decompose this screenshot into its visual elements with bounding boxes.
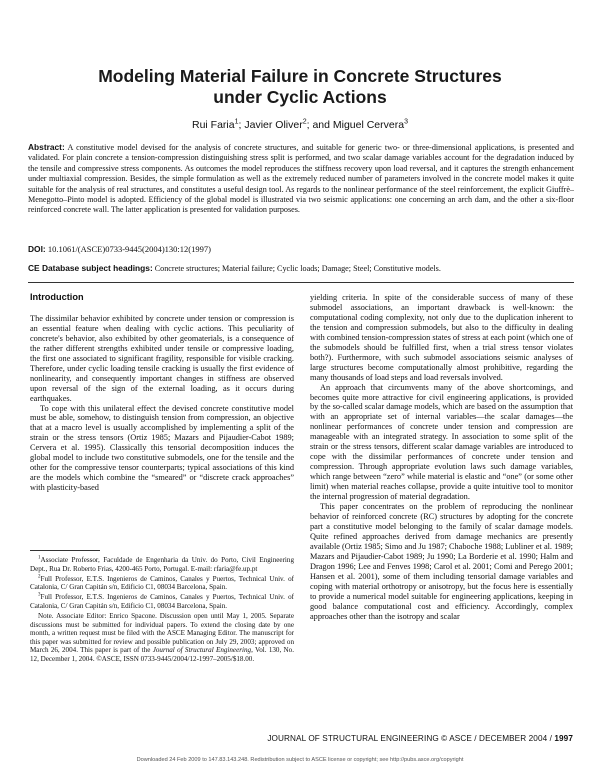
title-line-1: Modeling Material Failure in Concrete Structures xyxy=(98,66,502,86)
journal-footer xyxy=(267,734,573,743)
subject-headings-label: CE Database subject headings: xyxy=(28,263,153,273)
title-line-2: under Cyclic Actions xyxy=(213,87,387,107)
author-list xyxy=(40,119,560,131)
subject-headings xyxy=(28,263,574,273)
footnotes xyxy=(30,556,294,665)
author-3: ; and Miguel Cervera xyxy=(306,119,405,131)
author-1: Rui Faria xyxy=(192,119,235,131)
doi-label: DOI: xyxy=(28,244,46,254)
doi-value[interactable]: 10.1061/(ASCE)0733-9445(2004)130:12(1997) xyxy=(45,244,211,254)
editorial-note xyxy=(30,612,294,664)
author-3-sup: 3 xyxy=(404,118,408,126)
note-journal-name: Journal of Structural Engineering xyxy=(152,646,252,655)
footnote-3-text: Full Professor, E.T.S. Ingenieros de Caminos, Canales y Puertos, Technical Univ. of Catalonia, C/ Gran Capitán s/n, Edificio C1, 08034 Barcelona, Spain. xyxy=(30,593,294,610)
footnote-2 xyxy=(30,575,294,592)
paragraph: The dissimilar behavior exhibited by concrete under tension or compression is an essential feature when dealing with cyclic actions. This peculiarity of concrete's behavior, also exhibited by other geomaterials, is a consequence of the rather different strengths exhibited under tensile or compressive loading, the first one associated to significant fragility, responsible for visible cracking. Therefore, under cyclic loading tensile cracking is usually the first evidence of nonlinearity, and consequently important changes in stiffness are observed upon reversal of the sign of the external loading, as it occurs during earthquakes. xyxy=(30,313,294,403)
author-2: ; Javier Oliver xyxy=(238,119,303,131)
left-column xyxy=(30,293,294,493)
footnote-1 xyxy=(30,556,294,573)
footnote-1-mark: 1 xyxy=(38,555,41,561)
author-2-sup: 2 xyxy=(302,118,307,126)
footnote-3-mark: 3 xyxy=(38,593,41,599)
paragraph: An approach that circumvents many of the above shortcomings, and becomes quite more attractive for civil engineering applications, is provided by the so-called scalar damage models, which are based on the assumption that with an appropriate set of internal variables—the scalar damages—the nonlinear performances of concrete under tension and compression are manageable with an integrated strategy. In association to some split of the strain or the stress tensors, different scalar damage variables are introduced to cope with the dissimilar performances of concrete under tension and compression. Through appropriate evolution laws such damage variables, which range between “zero” while material is elastic and “one” (or some other limit) when material reaches collapse, provide a quite intuitive tool to monitor the internal progression of material degradation. xyxy=(310,382,573,502)
abstract-text: A constitutive model devised for the analysis of concrete structures, and suitable for generic two- or three-dimensional applications, is presented and validated. For plain concrete a tension-compression distinguishing stress split is performed, and two scalar damage variables account for the degradation induced by the tensile and compressive stress components. As outcomes the model reproduces the stiffness recovery upon load reversal, and it captures the strength enhancement under multiaxial compression. Besides, the simple formulation as well as the extremely reduced number of parameters involved in the concrete model makes it quite suitable for the analysis of real structures, and constitutes a useful design tool. As regards to the nonlinear performance of the steel reinforcement, the explicit Giuffrè–Menegotto–Pinto model is adopted. Efficiency of the global model is illustrated via two seismic applications: one concerning an arch dam, and the other a six-floor reinforced concrete wall. The latter application is presented for validation purposes. xyxy=(28,143,574,215)
footnote-2-text: Full Professor, E.T.S. Ingenieros de Caminos, Canales y Puertos, Technical Univ. of Catalonia, C/ Gran Capitán s/n, Edificio C1, 08034 Barcelona, Spain. xyxy=(30,574,294,592)
right-column xyxy=(310,293,573,621)
author-1-sup: 1 xyxy=(234,118,239,126)
paragraph: To cope with this unilateral effect the devised concrete constitutive model must be able, somehow, to distinguish tension from compression, an objective that at a macro level is usually accomplished by implementing a split of the strain or the stress tensors (Ortiz 1985; Mazars and Pijaudier-Cabot 1989; Cervera et al. 1995). Classically this tensorial decomposition induces the global model to include two constitutive submodels, one for the tensile and the other for the compressive tensor counterparts; typical associations of this kind are the models which combine the “smeared” or “discrete crack approaches” with plasticity-based xyxy=(30,403,294,493)
footnote-3 xyxy=(30,593,294,610)
abstract-label: Abstract: xyxy=(28,142,65,152)
header-divider xyxy=(28,282,574,283)
page-number: 1997 xyxy=(554,734,573,743)
subject-headings-value: Concrete structures; Material failure; Cyclic loads; Damage; Steel; Constitutive models. xyxy=(152,264,441,273)
doi xyxy=(28,244,211,254)
note-text-end: , Vol. 130, No. 12, December 1, 2004. ©ASCE, ISSN 0733-9445/2004/12-1997–2005/$18.00. xyxy=(30,646,294,664)
note-text: Note. Associate Editor: Enrico Spacone. Discussion open until May 1, 2005. Separate discussions must be submitted for individual papers. To extend the closing date by one month, a written request must be filed with the ASCE Managing Editor. The manuscript for this paper was submitted for review and possible publication on July 29, 2003; approved on March 26, 2004. This paper is part of the xyxy=(30,612,294,655)
footnote-1-text: Associate Professor, Faculdade de Engenharia da Univ. do Porto, Civil Engineering Dept., Rua Dr. Roberto Frias, 4200-465 Porto, Portugal. E-mail: rfaria@fe.up.pt xyxy=(30,556,294,573)
paragraph: This paper concentrates on the problem of reproducing the nonlinear behavior of reinforced concrete (RC) structures by adopting for the concrete part a constitutive model belonging to the family of scalar damage models. Quite refined approaches derived from damage mechanics are presently available (Ortiz 1985; Simo and Ju 1987; Chaboche 1988; Lubliner et al. 1989; Mazars and Pijaudier-Cabot 1989; Ju 1990; La Borderie et al. 1990; Halm and Dragon 1996; Lee and Fenves 1998; Carol et al. 2001; Comi and Perego 2001; Hansen et al. 2001), some of them including tensorial damage variables and coping with material orthotropy or anisotropy, but the focus here is essentially to provide a numerical model suitable for engineering applications, keeping in good balance computational cost and efficiency. Accordingly, complex approaches other than the isotropy and scalar xyxy=(310,502,573,621)
paper-title xyxy=(40,66,560,108)
section-heading-introduction: Introduction xyxy=(30,292,84,302)
abstract xyxy=(28,142,574,216)
footnote-2-mark: 2 xyxy=(38,574,41,580)
paragraph: yielding criteria. In spite of the considerable success of many of these submodel associations, an important drawback is well-known: the computational coding complexity, not only due to the duplication inherent to the tension and compression submodels, but also to the difficulty in dealing with combined tension-compression states of stress at each point (which one of the submodels should be fulfilled first, when a trial stress tensor violates both?). Furthermore, with such submodel associations seismic analyses of large structures become computationally almost prohibitive, regarding the many thousands of load steps and load reversals involved. xyxy=(310,293,573,382)
footnote-divider xyxy=(30,550,100,551)
journal-info: JOURNAL OF STRUCTURAL ENGINEERING © ASCE / DECEMBER 2004 / xyxy=(267,734,555,743)
download-notice: Downloaded 24 Feb 2009 to 147.83.143.248. Redistribution subject to ASCE license or copyright; see http://pubs.asce.org/copyright xyxy=(136,757,464,763)
